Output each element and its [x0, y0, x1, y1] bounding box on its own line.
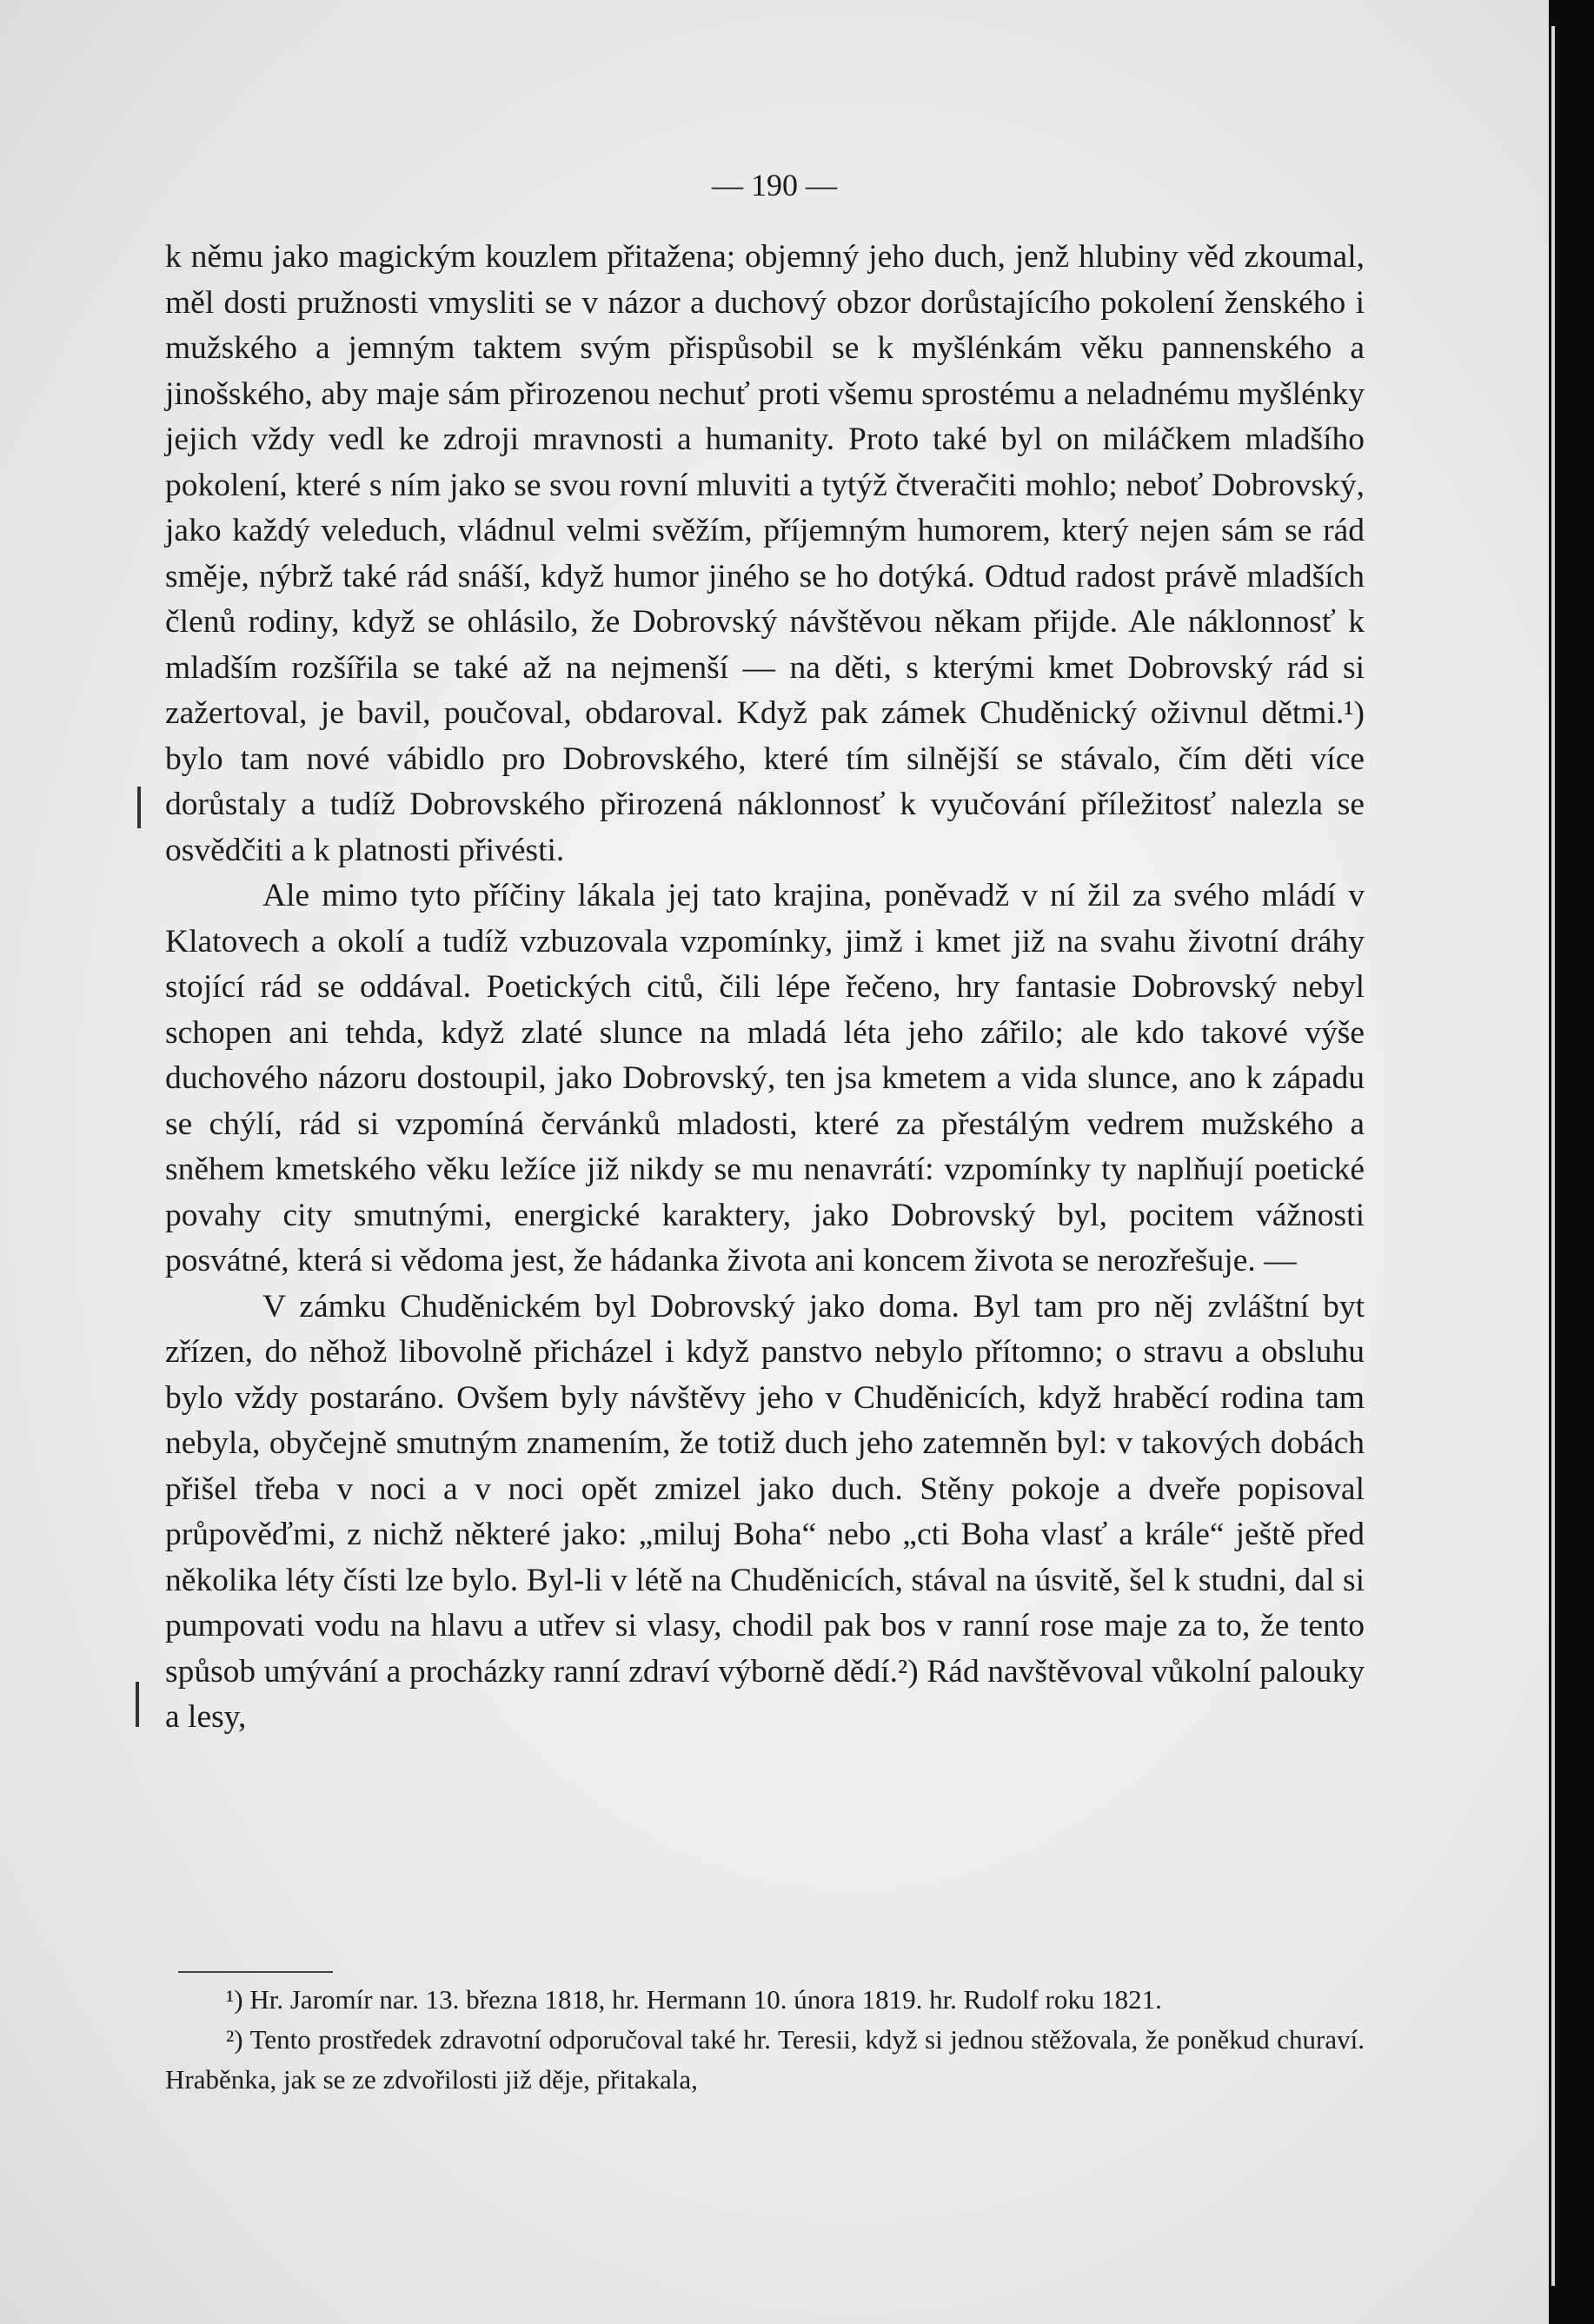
margin-pencil-mark [137, 787, 141, 828]
footnotes [165, 1980, 1365, 2100]
paragraph: Ale mimo tyto příčiny lákala jej tato krajina, poněvadž v ní žil za svého mládí v Klatovech a okolí a tudíž vzbuzovala vzpomínky, jimž i kmet již na svahu životní dráhy stojící rád se oddával. Poetických citů, čili lépe řečeno, hry fantasie Dobrovský nebyl schopen ani tehda, když zlaté slunce na mladá léta jeho zářilo; ale kdo takové výše duchového názoru dostoupil, jako Dobrovský, ten jsa kmetem a vida slunce, ano k západu se chýlí, rád si vzpomíná červánků mladosti, které za přestálým vedrem mužského a sněhem kmetského věku ležíce již nikdy se mu nenavrátí: vzpomínky ty naplňují poetické povahy city smutnými, energické karaktery, jako Dobrovský byl, pocitem vážnosti posvátné, která si vědoma jest, že hádanka života ani koncem života se nerozřešuje. — [165, 878, 1365, 1278]
body-text [165, 235, 1365, 1741]
page-number: — 190 — [712, 168, 837, 203]
footnote-divider [178, 1971, 333, 1973]
margin-pencil-mark [136, 1682, 139, 1727]
paragraph: k němu jako magickým kouzlem přitažena; objemný jeho duch, jenž hlubiny věd zkoumal, měl dosti pružnosti vmysliti se v názor a duchový obzor dorůstajícího pokolení ženského i mužského a jemným taktem svým přispůsobil se k myšlénkám věku pannenského a jinošského, aby maje sám přirozenou nechuť proti všemu sprostému a neladnému myšlénky jejich vždy vedl ke zdroji mravnosti a humanity. Proto také byl on miláčkem mladšího pokolení, které s ním jako se svou rovní mluviti a tytýž čtveračiti mohlo; neboť Dobrovský, jako každý veleduch, vládnul velmi svěžím, příjemným humorem, který nejen sám se rád směje, nýbrž také rád snáší, když humor jiného se ho dotýká. Odtud radost právě mladších členů rodiny, když se ohlásilo, že Dobrovský návštěvou někam přijde. Ale náklonnosť k mladším rozšířila se také až na nejmenší — na děti, s kterými kmet Dobrovský rád si zažertoval, je bavil, poučoval, obdaroval. Když pak zámek Chuděnický oživnul dětmi.¹) bylo tam nové vábidlo pro Dobrovského, které tím silnější se stávalo, čím děti více dorůstaly a tudíž Dobrovského přirozená náklonnosť k vyučování příležitosť nalezla se osvědčiti a k platnosti přivésti. [165, 239, 1365, 868]
footnote: ¹) Hr. Jaromír nar. 13. března 1818, hr. Hermann 10. února 1819. hr. Rudolf roku 1821. [226, 1984, 1162, 2015]
paragraph: V zámku Chuděnickém byl Dobrovský jako doma. Byl tam pro něj zvláštní byt zřízen, do něhož libovolně přicházel i když panstvo nebylo přítomno; o stravu a obsluhu bylo vždy postaráno. Ovšem byly návštěvy jeho v Chuděnicích, když hraběcí rodina tam nebyla, obyčejně smutným znamením, že totiž duch jeho zatemněn byl: v takových dobách přišel třeba v noci a v noci opět zmizel jako duch. Stěny pokoje a dveře popisoval průpověďmi, z nichž některé jako: „miluj Boha“ nebo „cti Boha vlasť a krále“ ještě před několika léty čísti lze bylo. Byl-li v létě na Chuděnicích, stával na úsvitě, šel k studni, dal si pumpovati vodu na hlavu a utřev si vlasy, chodil pak bos v ranní rose maje za to, že tento spůsob umývání a procházky ranní zdraví výborně dědí.²) Rád navštěvoval vůkolní palouky a lesy, [165, 1288, 1365, 1735]
footnote: ²) Tento prostředek zdravotní odporučoval také hr. Teresii, když si jednou stěžovala, že poněkud churaví. Hraběnka, jak se ze zdvořilosti již děje, přitakala, [165, 2024, 1365, 2095]
scan-border [1549, 0, 1594, 2324]
page-edge [1551, 26, 1555, 2286]
